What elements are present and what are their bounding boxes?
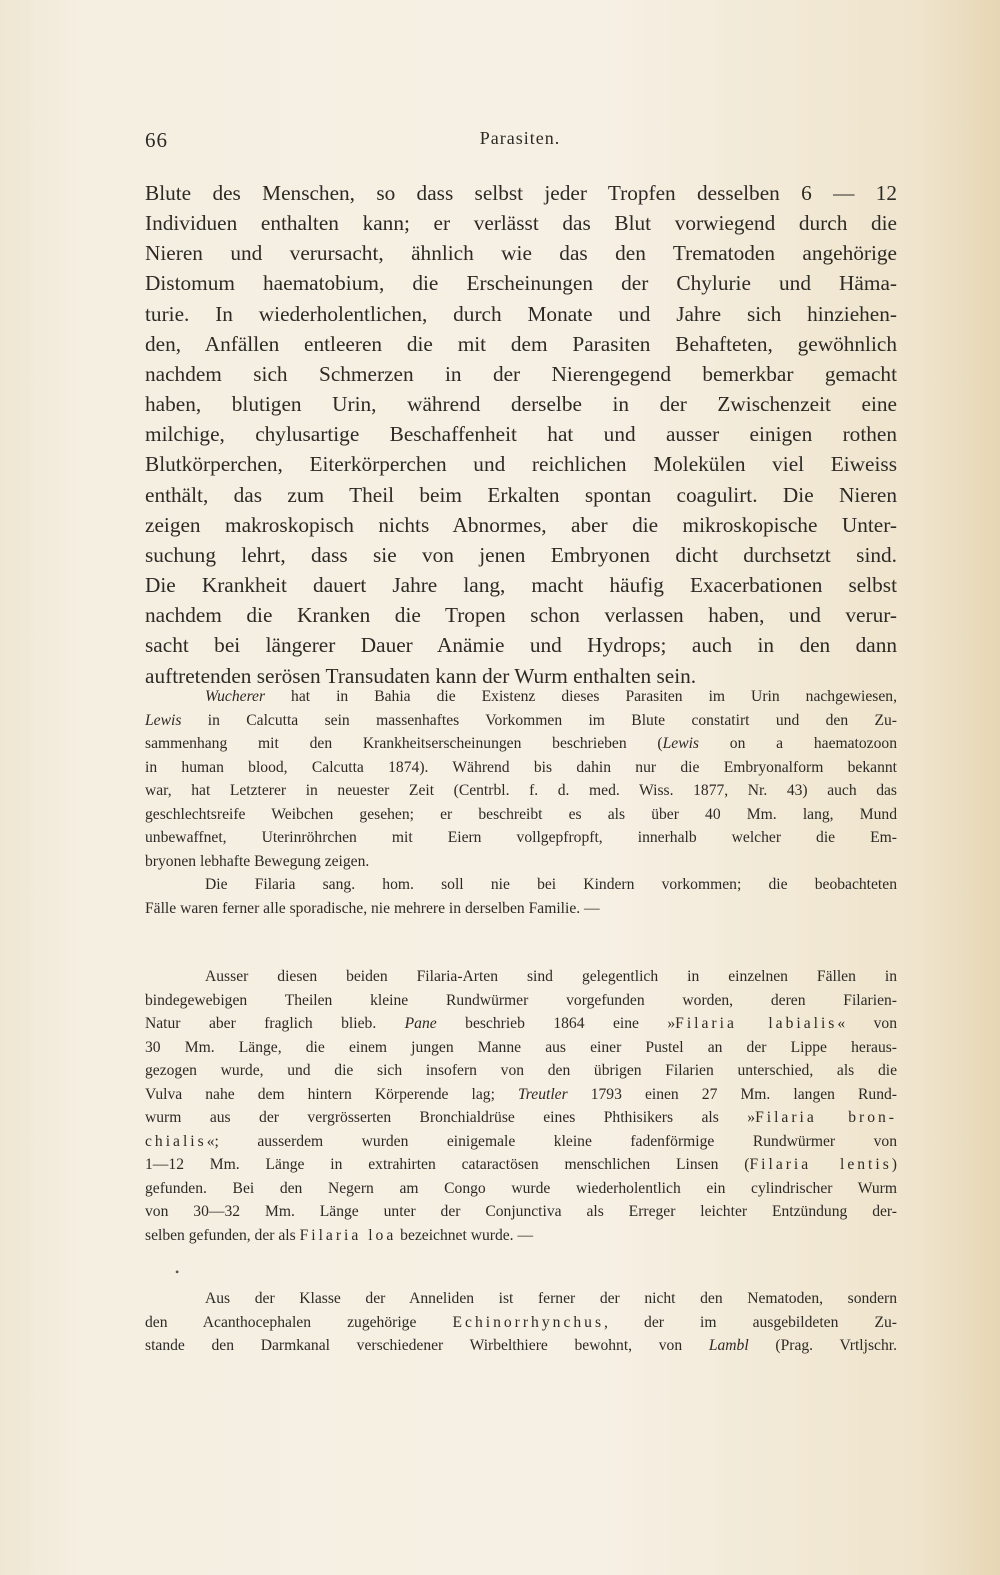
note-line bbox=[145, 1130, 897, 1154]
text-line: Nieren und verursacht, ähnlich wie das den Trematoden angehörige bbox=[145, 241, 897, 266]
note-line: Die Filaria sang. hom. soll nie bei Kindern vorkommen; die beobachteten bbox=[205, 876, 897, 893]
text-line: nachdem sich Schmerzen in der Nierengegend bemerkbar gemacht bbox=[145, 361, 897, 386]
note-line: in human blood, Calcutta 1874). Während bis dahin nur die Embryonalform bekannt bbox=[145, 758, 897, 776]
note-line: Ausser diesen beiden Filaria-Arten sind gelegentlich in einzelnen Fällen in bbox=[205, 968, 897, 985]
note-text: in Calcutta sein massenhaftes Vorkommen im Blute constatirt und den Zu- bbox=[181, 711, 897, 729]
note-other-filaria bbox=[145, 965, 897, 1247]
note-line bbox=[145, 732, 897, 756]
species-name: Filaria lentis bbox=[749, 1156, 892, 1173]
text-line: Individuen enthalten kann; er verlässt das Blut vorwiegend durch die bbox=[145, 211, 897, 236]
note-line: Fälle waren ferner alle sporadische, nie mehrere in derselben Familie. — bbox=[145, 899, 600, 917]
text-line: enthält, das zum Theil beim Erkalten spontan coagulirt. Die Nieren bbox=[145, 482, 897, 507]
note-text: 1—12 Mm. Länge in extrahirten cataractösen menschlichen Linsen ( bbox=[145, 1156, 750, 1173]
text-line: Distomum haematobium, die Erscheinungen der Chylurie und Häma- bbox=[145, 271, 897, 296]
stray-mark: • bbox=[175, 1265, 180, 1279]
note-anneliden bbox=[145, 1287, 897, 1358]
page-header bbox=[145, 128, 895, 158]
note-line bbox=[145, 1334, 897, 1358]
note-text: bezeichnet wurde. — bbox=[396, 1226, 534, 1244]
text-line: den, Anfällen entleeren die mit dem Parasiten Behafteten, gewöhnlich bbox=[145, 331, 897, 356]
note-line: gefunden. Bei den Negern am Congo wurde wiederholentlich ein cylindrischer Wurm bbox=[145, 1179, 897, 1197]
note-line bbox=[145, 1311, 897, 1335]
note-line bbox=[145, 1083, 897, 1107]
species-name: chialis bbox=[145, 1132, 207, 1150]
text-line: Blutkörperchen, Eiterkörperchen und reichlichen Molekülen viel Eiweiss bbox=[145, 452, 897, 477]
note-line bbox=[145, 1106, 897, 1130]
author-name: Treutler bbox=[517, 1085, 568, 1103]
genus-name: Echinorrhynchus bbox=[452, 1313, 605, 1331]
text-line: auftretenden serösen Transudaten kann der Wurm enthalten sein. bbox=[145, 663, 697, 688]
note-line bbox=[145, 1153, 897, 1177]
note-text: Vulva nahe dem hintern Körperende lag; bbox=[145, 1085, 518, 1103]
note-line: bindegewebigen Theilen kleine Rundwürmer vorgefunden worden, deren Filarien- bbox=[145, 991, 897, 1009]
note-text: sammenhang mit den Krankheitserscheinungen beschrieben ( bbox=[145, 735, 663, 752]
author-name: Lewis bbox=[662, 735, 700, 752]
note-line: 30 Mm. Länge, die einem jungen Manne aus einer Pustel an der Lippe heraus- bbox=[145, 1038, 897, 1056]
note-line: war, hat Letzterer in neuester Zeit (Centrbl. f. d. med. Wiss. 1877, Nr. 43) auch das bbox=[145, 782, 897, 799]
main-paragraph bbox=[145, 178, 897, 691]
note-line: Aus der Klasse der Anneliden ist ferner der nicht den Nematoden, sondern bbox=[205, 1290, 897, 1307]
species-name: Filaria labialis bbox=[675, 1015, 838, 1032]
text-line: turie. In wiederholentlichen, durch Monate und Jahre sich hinziehen- bbox=[145, 301, 897, 326]
note-line: von 30—32 Mm. Länge unter der Conjunctiva als Erreger leichter Entzündung der- bbox=[145, 1203, 897, 1220]
note-text: 1793 einen 27 Mm. langen Rund- bbox=[567, 1085, 898, 1103]
text-line: Blute des Menschen, so dass selbst jeder Tropfen desselben 6 — 12 bbox=[145, 181, 897, 205]
note-text: selben gefunden, der als bbox=[145, 1226, 300, 1244]
note-text: wurm aus der vergrösserten Bronchialdrüse eines Phthisikers als » bbox=[145, 1109, 756, 1126]
note-text: den Acanthocephalen zugehörige bbox=[145, 1313, 453, 1331]
note-line bbox=[145, 1012, 897, 1036]
note-text: (Prag. Vrtljschr. bbox=[748, 1337, 897, 1354]
note-line: gezogen wurde, und die sich insofern von den übrigen Filarien unterschied, als die bbox=[145, 1062, 897, 1079]
author-name: Wucherer bbox=[205, 688, 266, 705]
note-line: bryonen lebhafte Bewegung zeigen. bbox=[145, 852, 370, 870]
note-text: beschrieb 1864 eine » bbox=[436, 1015, 676, 1032]
text-line: sacht bei längerer Dauer Anämie und Hydrops; auch in den dann bbox=[145, 633, 897, 658]
author-name: Lambl bbox=[708, 1337, 749, 1354]
text-line: zeigen makroskopisch nichts Abnormes, aber die mikroskopische Unter- bbox=[145, 512, 897, 537]
author-name: Lewis bbox=[145, 711, 182, 729]
note-line: unbewaffnet, Uterinröhrchen mit Eiern vollgepfropft, innerhalb welcher die Em- bbox=[145, 829, 897, 846]
note-text: hat in Bahia die Existenz dieses Parasiten im Urin nachgewiesen, bbox=[265, 688, 897, 705]
note-wucherer-lewis bbox=[145, 685, 897, 920]
note-text: ) bbox=[891, 1156, 897, 1173]
running-title: Parasiten. bbox=[479, 128, 561, 148]
species-name: Filaria loa bbox=[299, 1226, 397, 1244]
text-line: nachdem die Kranken die Tropen schon verlassen haben, und verur- bbox=[145, 603, 897, 628]
page-number: 66 bbox=[145, 128, 168, 152]
text-line: suchung lehrt, dass sie von jenen Embryonen dicht durchsetzt sind. bbox=[145, 542, 897, 567]
note-text: stande den Darmkanal verschiedener Wirbelthiere bewohnt, von bbox=[145, 1337, 709, 1354]
note-text: , der im ausgebildeten Zu- bbox=[604, 1313, 897, 1331]
note-line: geschlechtsreife Weibchen gesehen; er beschreibt es als über 40 Mm. lang, Mund bbox=[145, 805, 897, 823]
note-text: « von bbox=[837, 1015, 897, 1032]
text-line: Die Krankheit dauert Jahre lang, macht häufig Exacerbationen selbst bbox=[145, 573, 897, 598]
note-text: «; ausserdem wurden einigemale kleine fadenförmige Rundwürmer von bbox=[206, 1132, 897, 1150]
author-name: Pane bbox=[404, 1015, 437, 1032]
note-line bbox=[145, 709, 897, 733]
note-text: on a haematozoon bbox=[699, 735, 897, 752]
text-line: haben, blutigen Urin, während derselbe in der Zwischenzeit eine bbox=[145, 392, 897, 417]
note-text: Natur aber fraglich blieb. bbox=[145, 1015, 405, 1032]
species-name: Filaria bron- bbox=[755, 1109, 897, 1126]
note-line bbox=[145, 1224, 897, 1248]
text-line: milchige, chylusartige Beschaffenheit hat und ausser einigen rothen bbox=[145, 422, 897, 447]
note-line bbox=[145, 685, 897, 709]
